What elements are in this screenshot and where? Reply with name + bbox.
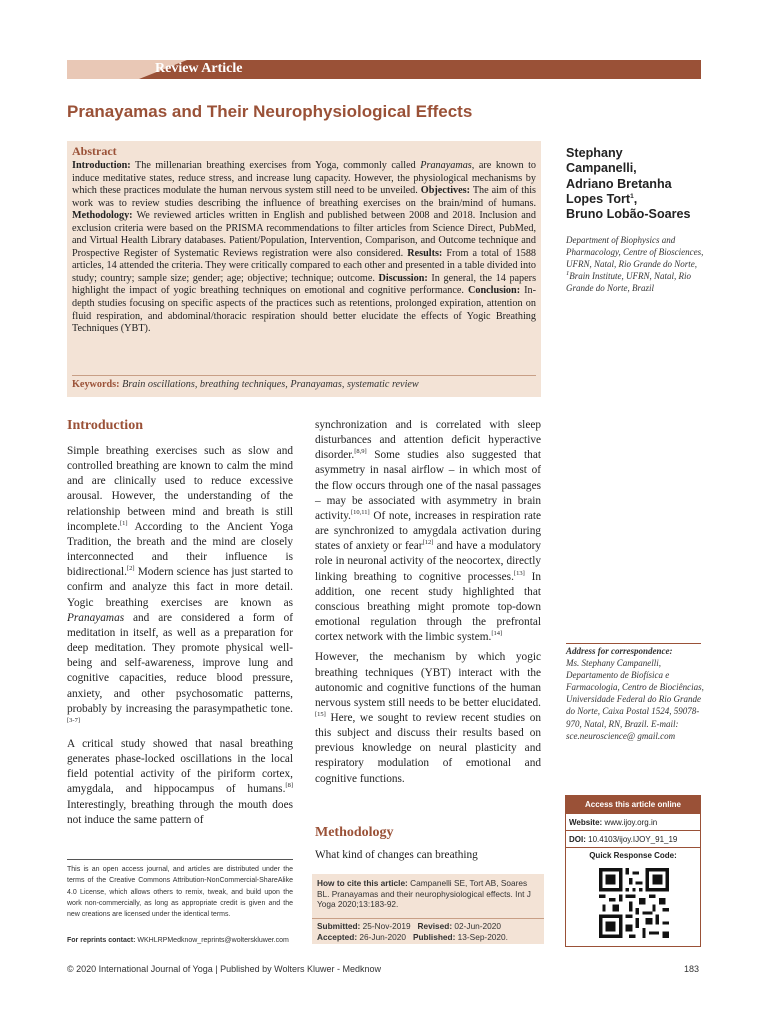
- published-label: Published:: [412, 931, 456, 942]
- correspondence-divider: [566, 643, 701, 644]
- page-footer: © 2020 International Journal of Yoga | Published by Wolters Kluwer - Medknow: [67, 964, 381, 974]
- qr-label: Quick Response Code:: [589, 851, 677, 860]
- accepted-label: Accepted:: [317, 931, 358, 942]
- revised-date: 02-Jun-2020: [452, 921, 502, 931]
- methodology-text: What kind of changes can breathing: [315, 849, 478, 861]
- author-line: [566, 192, 706, 207]
- dates-row: [317, 921, 539, 932]
- author-name: Lopes Tort: [566, 191, 631, 206]
- citation-ref[interactable]: [14]: [491, 630, 503, 638]
- citation-ref[interactable]: [3-7]: [67, 717, 80, 725]
- abstract-text: [72, 160, 536, 336]
- abstract-box: [67, 141, 541, 397]
- author-line: Campanelli,: [566, 161, 637, 176]
- citation-body: Campanelli SE, Tort AB, Soares BL. Pranayamas and their neurophysiological effects. Int J Yoga 2020;13:183-92.: [317, 878, 531, 909]
- abstract-heading: Abstract: [72, 144, 117, 158]
- author-line: Bruno Lobão-Soares: [566, 207, 691, 222]
- submitted-date: 25-Nov-2019: [360, 921, 411, 931]
- website-row: [566, 814, 700, 831]
- text-run: Some studies also suggested that asymmetry in nasal airflow – in which most of the flow occurs through one of the nasal passages – may be associated with asymmetry in brain activity.: [315, 449, 541, 522]
- reprints-contact: [67, 937, 307, 944]
- text-run: According to the Ancient Yoga Tradition, the breath and the mind are closely interconnected and their influence is bidirectional.: [67, 520, 293, 579]
- website-label: Website:: [569, 818, 603, 827]
- second-column: [315, 418, 541, 792]
- discussion-label: Discussion:: [378, 272, 428, 284]
- citation-text: [317, 878, 539, 910]
- accepted-date: 26-Jun-2020: [357, 931, 407, 942]
- author-sep: ,: [633, 191, 638, 206]
- affiliation-text: Brain Institute, UFRN, Natal, Rio Grande do Norte, Brazil: [566, 271, 691, 293]
- doi-label: DOI:: [569, 835, 586, 844]
- qr-code-icon[interactable]: [599, 868, 669, 938]
- citation-ref[interactable]: [1]: [120, 520, 128, 528]
- results-label: Results:: [407, 247, 443, 259]
- author-line: Stephany: [566, 146, 623, 160]
- published-date: 13-Sep-2020.: [455, 931, 508, 942]
- abstract-objectives: The aim of this work was to review studies describing the influence of breathing exercises on the brain/mind of humans.: [72, 185, 537, 209]
- citation-ref[interactable]: [15]: [315, 711, 326, 719]
- text-run: synchronization and is correlated with sleep disturbances and attention deficit hyperactive disorder.: [315, 419, 541, 462]
- affiliations: [566, 234, 706, 294]
- citation-ref[interactable]: [8]: [285, 782, 293, 790]
- text-run: In addition, one recent study highlighted that conscious breathing might promote top-down emotional regulation through the prefrontal cortex network with the limbic system.: [315, 570, 541, 644]
- doi-link[interactable]: 10.4103/ijoy.IJOY_91_19: [588, 835, 678, 844]
- text-run: Here, we sought to review recent studies on this subject and discuss their results based on previous knowledge on neural plasticity and respiratory modulation of emotional and cognitive functions.: [315, 711, 541, 785]
- text-run: Modern science has just started to confirm and analyze this fact in more detail. Yogic breathing exercises are known as: [67, 566, 293, 609]
- conclusion-label: Conclusion:: [468, 285, 521, 297]
- intro-label: Introduction:: [72, 160, 131, 171]
- correspondence-heading: Address for correspondence:: [566, 646, 673, 656]
- reprints-email[interactable]: WKHLRPMedknow_reprints@wolterskluwer.com: [135, 937, 289, 944]
- paragraph: [315, 650, 541, 786]
- revised-label: Revised:: [417, 921, 453, 931]
- citation-ref[interactable]: [8,9]: [354, 448, 367, 456]
- abstract-intro-italic: Pranayamas: [420, 160, 472, 171]
- reprints-label: For reprints contact:: [67, 937, 136, 944]
- notice-divider: [67, 859, 293, 860]
- text-run: Simple breathing exercises such as slow and controlled breathing are known to calm the mind and are clinically used to reduce excessive arousal. However, the understanding of the relationship between mind and breath is still incomplete.: [67, 445, 293, 533]
- text-run: A critical study showed that nasal breathing generates phase-locked oscillations in the local field potential activity of the piriform cortex, amygdala, and hippocampus of humans.: [67, 737, 293, 796]
- text-run: and have a modulatory role in neuronal activity of the neocortex, directly linking breathing to cognitive processes.: [315, 540, 541, 583]
- article-type: Review Article: [155, 61, 243, 76]
- citation-label: How to cite this article:: [317, 878, 408, 888]
- author-list: [566, 146, 706, 222]
- correspondence: [566, 645, 704, 742]
- text-run: and are considered a form of meditation in itself, as well as a preparation for deep meditation. They promote physical well-being and self-awareness, improve lung and cognitive capacities, reduce blood pressure, anxiety, and other psychosomatic patterns, probably by increasing the parasympathetic tone.: [67, 611, 293, 715]
- page-number: 183: [684, 964, 700, 974]
- text-italic: Pranayamas: [67, 611, 125, 624]
- submitted-label: Submitted:: [317, 921, 361, 931]
- keywords-label: Keywords:: [72, 379, 120, 390]
- article-title: Pranayamas and Their Neurophysiological Effects: [67, 102, 473, 121]
- text-run: However, the mechanism by which yogic breathing techniques (YBT) interact with the autonomic and cognitive functions of the human nervous system still needs to be better elucidated.: [315, 651, 541, 709]
- objectives-label: Objectives:: [420, 185, 471, 197]
- paragraph: [315, 418, 541, 645]
- access-box: [565, 795, 701, 947]
- citation-ref[interactable]: [13]: [513, 569, 525, 577]
- abstract-conclusion: In-depth studies focusing on specific aspects of the practices such as retentions, prolonged expiration, attention on fluid respiration, and abdominal/thoracic respiration should better elucidate the effects of Yogic Breathing Techniques (YBT).: [72, 285, 537, 335]
- abstract-intro-cont: , are known to induce meditative states, reduce stress, and increase lung capacity. However, the physiological mechanisms by which these practices modulate the human nervous system still need to be unveiled.: [72, 160, 537, 197]
- citation-ref[interactable]: [10,11]: [350, 509, 370, 517]
- introduction-heading: Introduction: [67, 418, 143, 433]
- author-line: Adriano Bretanha: [566, 176, 672, 191]
- citation-ref[interactable]: [2]: [126, 565, 135, 573]
- affiliation-text: Department of Biophysics and Pharmacology, Centre of Biosciences, UFRN, Natal, Rio Grande do Norte,: [566, 235, 704, 269]
- methodology-label: Methodology:: [72, 210, 133, 222]
- abstract-divider: [72, 375, 536, 376]
- keywords-list: Brain oscillations, breathing techniques, Pranayamas, systematic review: [122, 379, 419, 390]
- abstract-results: From a total of 1588 articles, 14 attended the criteria. They were critically compared to each other and presented in a table divided into study; country; sample size; gender; age; objective; technique; outcome.: [72, 247, 537, 284]
- paragraph: [67, 737, 293, 828]
- paragraph: [67, 444, 293, 732]
- text-run: Interestingly, breathing through the mouth does not induce the same pattern of: [67, 798, 293, 826]
- open-access-notice: This is an open access journal, and articles are distributed under the terms of the Creative Commons Attribution-NonCommercial-ShareAlike 4.0 License, which allows others to remix, tweak, and build upon the work non-commercially, as long as appropriate credit is given and the new creations are licensed under the identical terms.: [67, 866, 293, 919]
- keywords: [72, 379, 419, 390]
- text-run: Of note, increases in respiration rate are synchronized to amygdala activation during states of anxiety or fear: [315, 509, 541, 553]
- dates-row: [317, 932, 539, 943]
- affiliation-marker: 1: [566, 270, 570, 277]
- abstract-intro: The millenarian breathing exercises from Yoga, commonly called: [135, 160, 421, 171]
- introduction-column: [67, 444, 293, 833]
- affiliation-marker: 1: [630, 192, 634, 200]
- correspondence-address: Ms. Stephany Campanelli, Departamento de Biofísica e Farmacologia, Centro de Biociências, Universidade Federal do Rio Grande do Norte, Caixa Postal 1524, 59078-970, Natal, RN, Brazil. E-mail: sce.neuroscience@ gmail.com: [566, 658, 704, 741]
- abstract-methodology: We reviewed articles written in English and published between 2008 and 2018. Inclusion and exclusion criteria were based on the PRISMA recommendations to filter articles from Science Direct, PubMed, and Virtual Health Library databases. Patient/Population, Intervention, Comparison, and Outcome technique and Prospective Register of Systematic Reviews registration were also considered.: [72, 210, 536, 259]
- article-dates: [312, 918, 544, 944]
- doi-row: [566, 831, 700, 848]
- abstract-discussion: In general, the 14 papers highlight the impact of yogic breathing techniques on emotional and cognitive performance.: [72, 272, 537, 297]
- access-heading: Access this article online: [566, 796, 700, 814]
- citation-ref[interactable]: [12]: [422, 539, 434, 547]
- website-link[interactable]: www.ijoy.org.in: [604, 818, 658, 827]
- citation-box: [312, 874, 544, 944]
- methodology-heading: Methodology: [315, 825, 394, 840]
